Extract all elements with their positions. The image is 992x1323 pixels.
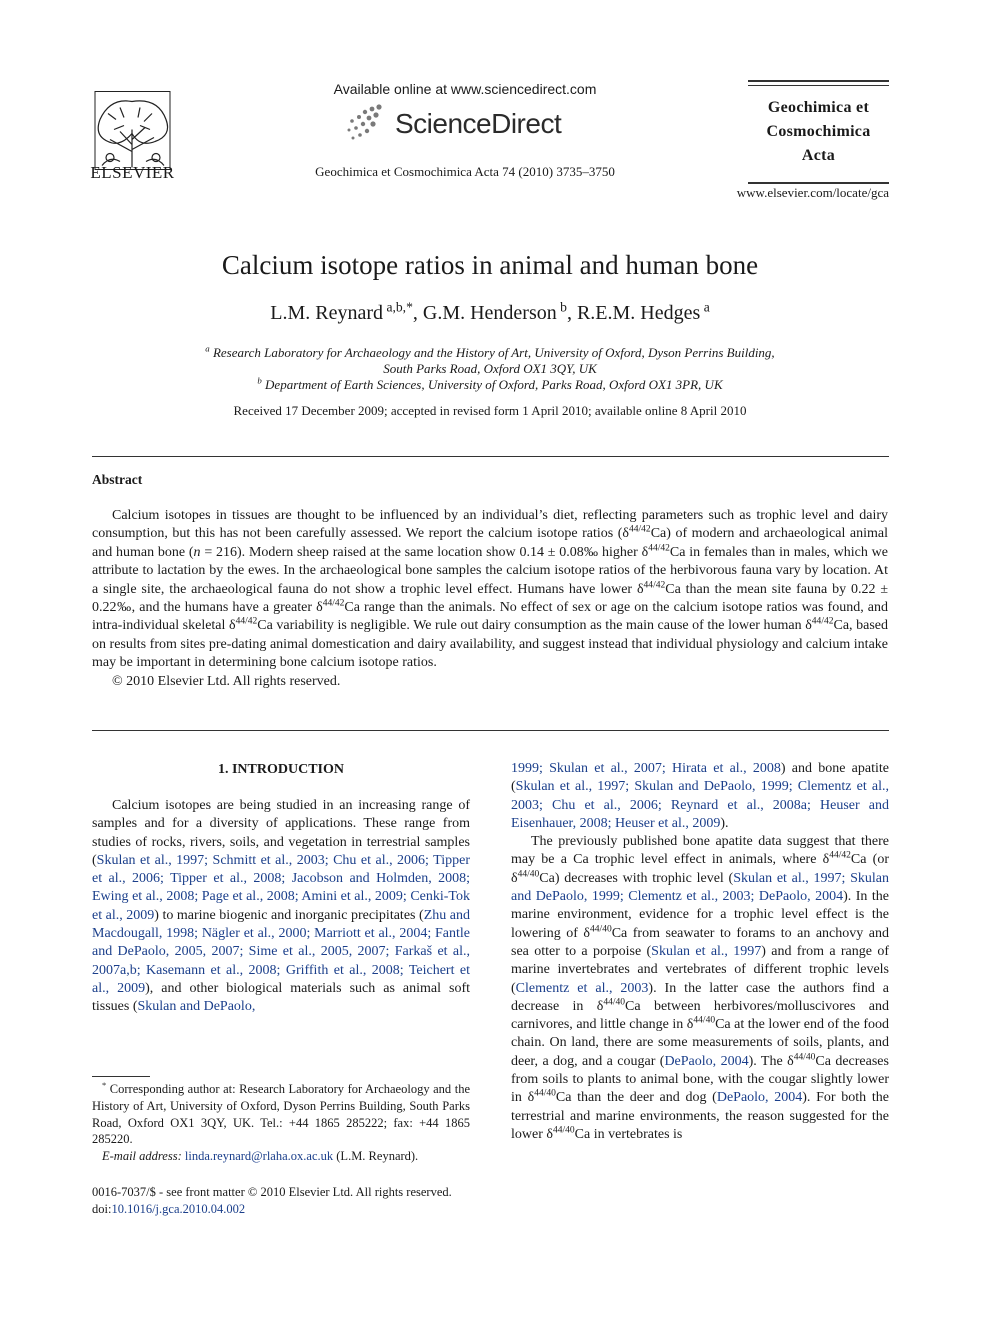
article-history-dates: Received 17 December 2009; accepted in revised form 1 April 2010; available online 8 April 2010: [233, 403, 747, 418]
footnote-mark: *: [102, 1079, 107, 1090]
affiliations: [150, 345, 830, 393]
author-affiliation-mark: b: [560, 299, 567, 315]
front-matter: [92, 1184, 512, 1218]
abstract-body: [92, 507, 888, 691]
footnote-divider: [92, 1076, 150, 1077]
email-link[interactable]: linda.reynard@rlaha.ox.ac.uk: [184, 1149, 334, 1164]
citation-link[interactable]: Clementz et al., 2003: [515, 980, 649, 996]
journal-url[interactable]: www.elsevier.com/locate/gca: [736, 185, 889, 200]
author-name: L.M. Reynard: [270, 302, 384, 324]
citation-link[interactable]: Zhu and Macdougall, 1998; Nägler et al., 2000; Marriott et al., 2004; Fantle and DePaolo, 2005, 2007; Sime et al., 2005, 2007; Farkaš et al., 2007a,b; Kasemann et al., 2008; Griffith et al., 2008; Teichert et al., 2009: [92, 907, 470, 996]
affiliation: $^b$ Department of Earth Sciences, University of Oxford, Parks Road, Oxford OX1 3PR, UK: [257, 375, 723, 392]
journal-citation: Geochimica et Cosmochimica Acta 74 (2010) 3735–3750: [315, 164, 615, 179]
sciencedirect-wordmark: ScienceDirect: [395, 108, 562, 139]
affiliation-mark: a: [205, 343, 210, 354]
citation-link[interactable]: DePaolo, 2004: [664, 1053, 749, 1069]
citation-link[interactable]: Skulan and DePaolo,: [137, 999, 256, 1015]
journal-name: [748, 96, 889, 168]
publisher-name: ELSEVIER: [90, 163, 175, 182]
abstract-paragraph: Calcium isotopes in tissues are thought to be influenced by an individual’s diet, reflecting parameters such as trophic level and dairy consumption, but this has not been carefully assessed. We report the calcium isotope ratios $(\delta^{44/42}Ca)$ of modern and archaeological animal and human bone (n = 216). Modern sheep raised at the same location show 0.14 ± 0.08‰ higher $\delta^{44/42}Ca$ in females than in males, which we attribute to lactation by the ewes. In the archaeological bone samples the calcium isotope ratios of the herbivorous fauna vary by location. At a single site, the archaeological fauna do not show a trophic level effect. Humans have lower $\delta^{44/42}Ca$ than the mean site fauna by 0.22 ± 0.22‰, and the humans have a greater $\delta^{44/42}Ca$ range than the animals. No effect of sex or age on the calcium isotope ratios was found, and intra-individual skeletal $\delta^{44/42}Ca$ variability is negligible. We rule out dairy consumption as the main cause of the lower human $\delta^{44/42}Ca$, based on results from sites pre-dating animal domestication and dairy availability, and suggest instead that individual physiology and calcium intake may be important in determining bone calcium isotope ratios.: [92, 508, 888, 671]
citation-link[interactable]: Skulan et al., 1997; Schmitt et al., 2003; Chu et al., 2006; Tipper et al., 2006; Tipper et al., 2008; Jacobson and Holmden, 2008; Ewing et al., 2008; Page et al., 2008; Amini et al., 2009; Cenki-Tok et al., 2009: [92, 852, 470, 923]
doi-line: doi:10.1016/j.gca.2010.04.002: [92, 1202, 246, 1216]
citation-link[interactable]: Skulan et al., 1997: [651, 943, 762, 959]
citation-link[interactable]: 1999; Skulan et al., 2007; Hirata et al., 2008: [511, 761, 781, 776]
affiliation-continued: South Parks Road, Oxford OX1 3QY, UK: [383, 361, 597, 376]
journal-name-line: Cosmochimica: [766, 123, 871, 140]
body-paragraph-continued: 1999; Skulan et al., 2007; Hirata et al., 2008) and bone apatite (Skulan et al., 1997; Skulan and DePaolo, 1999; Clementz et al., 2003; Chu et al., 2006; Reynard et al., 2008a; Heuser and Eisenhauer, 2008; Heuser et al., 2009).: [511, 761, 889, 831]
author-affiliation-mark: a: [703, 299, 710, 315]
sciencedirect-dots-icon: [345, 103, 385, 143]
available-online-text: Available online at www.sciencedirect.com: [333, 81, 597, 97]
body-column-right: [511, 760, 889, 1144]
author-name: R.E.M. Hedges: [576, 302, 701, 324]
abstract-heading: Abstract: [92, 472, 143, 487]
affiliation: $^a$ Research Laboratory for Archaeology and the History of Art, University of Oxford, Dyson Perrins Building,: [205, 343, 775, 360]
divider: [92, 730, 889, 731]
issn-line: 0016-7037/$ - see front matter © 2010 Elsevier Ltd. All rights reserved.: [92, 1185, 452, 1199]
author-list: L.M. Reynard $^{a,b,*}$, G.M. Henderson $^b$, R.E.M. Hedges $^a$: [270, 299, 710, 324]
affiliation-mark: b: [257, 375, 262, 386]
divider: [92, 456, 889, 457]
author-name: G.M. Henderson: [422, 302, 557, 324]
journal-name-line: Geochimica et: [767, 99, 870, 116]
citation-link[interactable]: Skulan et al., 1997; Skulan and DePaolo, 1999; Clementz et al., 2003; DePaolo, 2004: [511, 870, 889, 905]
footnote-text: * Corresponding author at: Research Laboratory for Archaeology and the History of Art, University of Oxford, Dyson Perrins Building, South Parks Road, Oxford OX1 3QY, UK. Tel.: +44 1865 285222; fax: +44 1865 285220.: [92, 1079, 470, 1147]
paper-title: Calcium isotope ratios in animal and human bone: [221, 250, 759, 280]
email-label: E-mail address:: [102, 1149, 182, 1164]
doi-link[interactable]: 10.1016/j.gca.2010.04.002: [111, 1202, 246, 1216]
citation-link[interactable]: DePaolo, 2004: [716, 1090, 803, 1106]
body-paragraph: The previously published bone apatite data suggest that there may be a Ca trophic level effect in animals, where $\delta^{44/42}Ca$ (or $\delta^{44/40}Ca$) decreases with trophic level (Skulan et al., 1997; Skulan and DePaolo, 1999; Clementz et al., 2003; DePaolo, 2004). In the marine environment, evidence for a trophic level effect is the lowering of $\delta^{44/40}Ca$ from seawater to forams to an anchovy and sea otter to a porpoise (Skulan et al., 1997) and from a range of marine invertebrates and vertebrates of different trophic levels (Clementz et al., 2003). In the latter case the authors find a decrease in $\delta^{44/40}Ca$ between herbivores/molluscivores and carnivores, and little change in $\delta^{44/40}Ca$ at the lower end of the food chain. On land, there are some measurements of soils, plants, and deer, a dog, and a cougar (DePaolo, 2004). The $\delta^{44/40}Ca$ decreases from soils to plants to animal bone, with the cougar slightly lower in $\delta^{44/40}Ca$ than the deer and dog (DePaolo, 2004). For both the terrestrial and marine environments, the reason suggested for the lower $\delta^{44/40}Ca$ in vertebrates is: [511, 834, 890, 1142]
section-heading: 1. INTRODUCTION: [217, 762, 344, 777]
abstract-copyright: © 2010 Elsevier Ltd. All rights reserved.: [112, 673, 341, 689]
footnote-email: E-mail address: linda.reynard@rlaha.ox.ac.uk (L.M. Reynard).: [102, 1149, 419, 1164]
journal-name-line: Acta: [801, 147, 836, 164]
corresponding-author-footnote: [92, 1081, 470, 1165]
body-paragraph: Calcium isotopes are being studied in an increasing range of samples and for a diversity of applications. These range from studies of rocks, rivers, soils, and vegetation in terrestrial samples (Skulan et al., 1997; Schmitt et al., 2003; Chu et al., 2006; Tipper et al., 2006; Tipper et al., 2008; Jacobson and Holmden, 2008; Ewing et al., 2008; Page et al., 2008; Amini et al., 2009; Cenki-Tok et al., 2009) to marine biogenic and inorganic precipitates (Zhu and Macdougall, 1998; Nägler et al., 2000; Marriott et al., 2004; Fantle and DePaolo, 2005, 2007; Sime et al., 2005, 2007; Farkaš et al., 2007a,b; Kasemann et al., 2008; Griffith et al., 2008; Teichert et al., 2009), and other biological materials such as animal soft tissues (Skulan and DePaolo,: [92, 798, 470, 1015]
author-affiliation-mark: a,b,*: [386, 299, 413, 315]
citation-link[interactable]: Skulan et al., 1997; Skulan and DePaolo, 1999; Clementz et al., 2003; Chu et al., 2006; Reynard et al., 2008a; Heuser and Eisenhauer, 2008; Heuser et al., 2009: [511, 779, 889, 831]
body-column-left: [92, 797, 470, 1017]
